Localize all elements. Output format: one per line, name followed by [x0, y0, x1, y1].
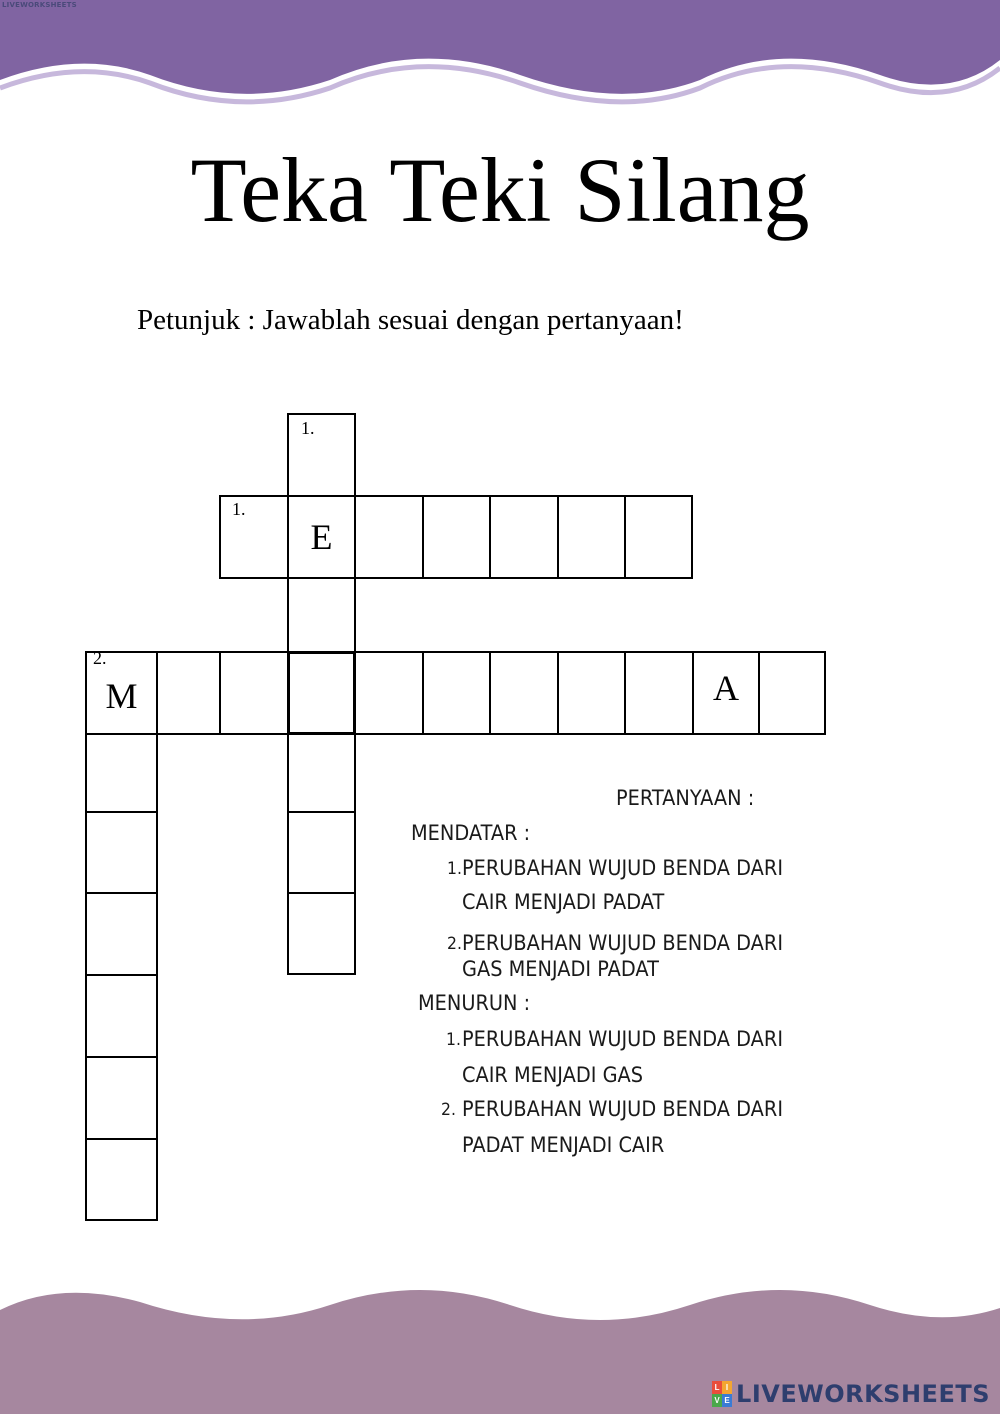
- clue-number-across-1: 1.: [232, 499, 246, 519]
- menurun-item-2-line2: PADAT MENJADI CAIR: [462, 1133, 665, 1157]
- crossword-cell[interactable]: [85, 1138, 158, 1221]
- crossword-cell[interactable]: [422, 651, 491, 735]
- crossword-cell[interactable]: [624, 495, 693, 579]
- menurun-item-2-line1: PERUBAHAN WUJUD BENDA DARI: [462, 1097, 784, 1121]
- menurun-item-2-number: 2.: [441, 1100, 456, 1120]
- crossword-cell[interactable]: [557, 651, 626, 735]
- mendatar-item-2-line1: PERUBAHAN WUJUD BENDA DARI: [462, 931, 784, 955]
- mendatar-item-1-number: 1.: [447, 859, 462, 879]
- crossword-cell[interactable]: [354, 495, 424, 579]
- clue-number-down-1: 1.: [301, 418, 315, 438]
- mendatar-item-2-number: 2.: [447, 934, 462, 954]
- mendatar-item-1-line2: CAIR MENJADI PADAT: [462, 890, 665, 914]
- logo-icon-letter: E: [722, 1394, 732, 1407]
- small-watermark: LIVEWORKSHEETS: [2, 1, 77, 9]
- crossword-cell[interactable]: [287, 413, 356, 497]
- crossword-cell[interactable]: [85, 733, 158, 813]
- crossword-cell[interactable]: [422, 495, 491, 579]
- crossword-cell[interactable]: [758, 651, 826, 735]
- crossword-cell[interactable]: [85, 1056, 158, 1140]
- instruction-text: Petunjuk : Jawablah sesuai dengan pertanyaan!: [137, 304, 684, 336]
- menurun-item-1-number: 1.: [446, 1030, 461, 1050]
- crossword-cell[interactable]: [354, 651, 424, 735]
- questions-heading: PERTANYAAN :: [616, 786, 755, 810]
- crossword-cell[interactable]: [557, 495, 626, 579]
- crossword-cell[interactable]: [287, 733, 356, 813]
- crossword-cell[interactable]: [287, 811, 356, 894]
- crossword-cell[interactable]: [85, 974, 158, 1058]
- crossword-cell[interactable]: [156, 651, 221, 735]
- crossword-cell[interactable]: [489, 651, 559, 735]
- logo-icon-letter: L: [712, 1381, 722, 1394]
- crossword-cell[interactable]: [219, 651, 289, 735]
- mendatar-item-1-line1: PERUBAHAN WUJUD BENDA DARI: [462, 856, 784, 880]
- liveworksheets-logo: [712, 1380, 990, 1408]
- menurun-item-1-line2: CAIR MENJADI GAS: [462, 1063, 644, 1087]
- logo-text: LIVEWORKSHEETS: [736, 1380, 990, 1408]
- crossword-cell[interactable]: [85, 811, 158, 894]
- crossword-cell[interactable]: [287, 577, 356, 653]
- crossword-cell[interactable]: [85, 892, 158, 976]
- crossword-cell[interactable]: [287, 892, 356, 975]
- crossword-cell[interactable]: [489, 495, 559, 579]
- prefilled-letter: M: [105, 676, 138, 716]
- crossword-cell[interactable]: [624, 651, 694, 735]
- liveworksheets-logo-icon: [712, 1381, 732, 1407]
- prefilled-letter: A: [713, 668, 739, 708]
- prefilled-letter: E: [310, 517, 333, 557]
- page-title: Teka Teki Silang: [190, 139, 810, 241]
- logo-icon-letter: V: [712, 1394, 722, 1407]
- top-wave-banner: [0, 0, 1000, 110]
- crossword-cell[interactable]: [219, 495, 289, 579]
- crossword-cell[interactable]: [692, 651, 760, 735]
- menurun-item-1-line1: PERUBAHAN WUJUD BENDA DARI: [462, 1027, 784, 1051]
- logo-icon-letter: I: [722, 1381, 732, 1394]
- crossword-cell[interactable]: [287, 651, 356, 735]
- mendatar-item-2-line2: GAS MENJADI PADAT: [462, 957, 659, 981]
- menurun-label: MENURUN :: [418, 991, 531, 1015]
- clue-number-across-2: 2.: [93, 648, 107, 668]
- mendatar-label: MENDATAR :: [411, 821, 531, 845]
- crossword-cell[interactable]: [287, 495, 356, 579]
